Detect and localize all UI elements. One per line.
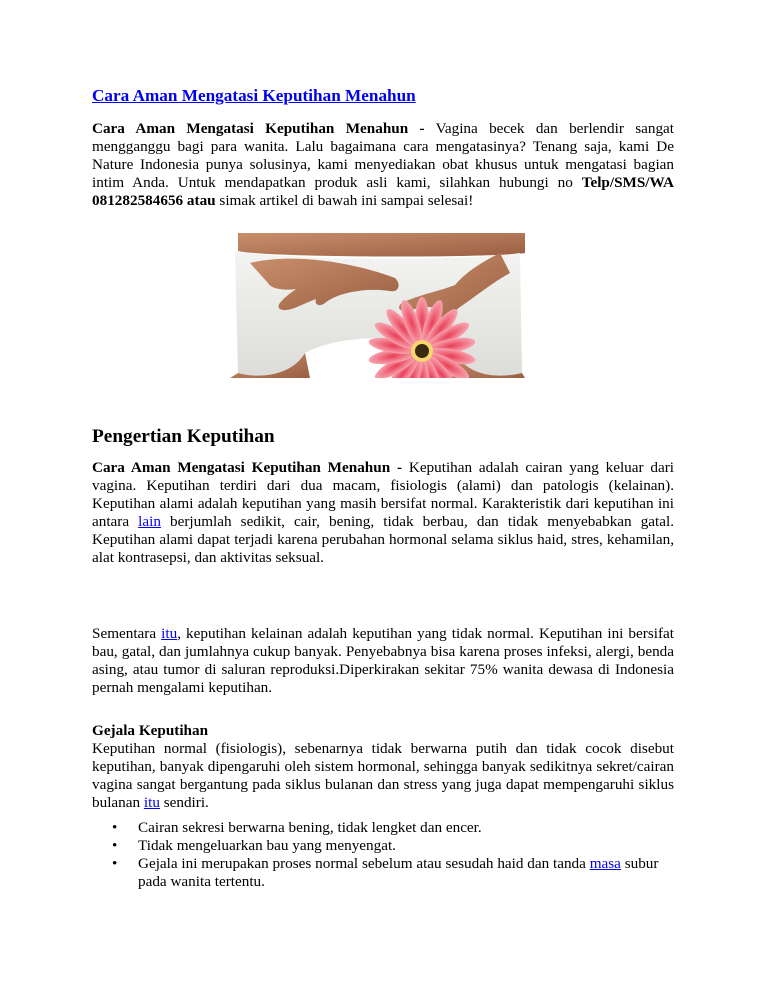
link-lain[interactable]: lain xyxy=(138,513,161,530)
para2-text-a: Sementara xyxy=(92,625,162,642)
intro-lead: Cara Aman Mengatasi Keputihan Menahun - xyxy=(92,120,425,137)
para3-text-b: sendiri. xyxy=(159,794,209,811)
para1-lead: Cara Aman Mengatasi Keputihan Menahun - xyxy=(92,459,403,476)
list-item-text: Tidak mengeluarkan bau yang menyengat. xyxy=(138,837,396,854)
article-illustration xyxy=(230,233,525,378)
symptoms-heading: Gejala Keputihan xyxy=(92,722,209,739)
list-item xyxy=(92,837,674,855)
list-item-text: Cairan sekresi berwarna bening, tidak lengket dan encer. xyxy=(138,819,482,836)
intro-text-b: simak artikel di bawah ini sampai selesai! xyxy=(215,192,474,209)
abnormal-paragraph xyxy=(92,625,674,697)
symptoms-paragraph xyxy=(92,740,674,812)
link-itu[interactable]: itu xyxy=(161,625,178,642)
bullet-icon: • xyxy=(112,837,118,854)
definition-paragraph xyxy=(92,459,674,567)
list-item-text-a: Gejala ini merupakan proses normal sebelum atau sesudah haid dan tanda xyxy=(138,855,590,872)
para2-text-b: , keputihan kelainan adalah keputihan yang tidak normal. Keputihan ini bersifat bau, gatal, dan jumlahnya cukup banyak. Penyebabnya bisa karena proses infeksi, alergi, benda asing, atau tumor di saluran reproduksi.Diperkirakan sekitar 75% wanita dewasa di Indonesia pernah mengalami keputihan. xyxy=(92,625,674,696)
link-masa[interactable]: masa xyxy=(589,855,621,872)
illustration-svg xyxy=(230,233,525,378)
symptoms-list xyxy=(92,819,674,891)
list-item xyxy=(92,855,674,891)
list-item-text-b: subur pada wanita tertentu. xyxy=(138,855,659,890)
para1-text-a: Keputihan adalah cairan yang keluar dari vagina. Keputihan terdiri dari dua macam, fisiologis (alami) dan patologis (kelainan). Keputihan alami adalah keputihan yang masih bersifat normal. Karakteristik dari keputihan ini antara xyxy=(92,459,674,530)
para3-text-a: Keputihan normal (fisiologis), sebenarnya tidak berwarna putih dan tidak cocok disebut keputihan, banyak dipengaruhi oleh sistem hormonal, sehingga banyak sedikitnya sekret/cairan vagina sangat bergantung pada siklus bulanan dan stress yang juga dapat mempengaruhi siklus bulanan xyxy=(92,740,674,811)
bullet-icon: • xyxy=(112,855,118,872)
intro-text-a: Vagina becek dan berlendir sangat mengganggu bagi para wanita. Lalu bagaimana cara mengatasinya? Tenang saja, kami De Nature Indonesia punya solusinya, kami menyediakan obat khusus untuk mengatasi bagian intim Anda. Untuk mendapatkan produk asli kami, silahkan hubungi no xyxy=(92,120,675,191)
list-item xyxy=(92,819,674,837)
para1-text-b: berjumlah sedikit, cair, bening, tidak berbau, dan tidak menyebabkan gatal. Keputihan alami dapat terjadi karena perubahan hormonal selama siklus haid, stres, kehamilan, alat kontrasepsi, dan aktivitas seksual. xyxy=(92,513,675,566)
contact-number: Telp/SMS/WA 081282584656 atau xyxy=(92,174,674,209)
article-title-link[interactable]: Cara Aman Mengatasi Keputihan Menahun xyxy=(92,86,416,105)
intro-paragraph xyxy=(92,120,674,210)
link-itu-2[interactable]: itu xyxy=(143,794,160,811)
bullet-icon: • xyxy=(112,819,118,836)
section-heading: Pengertian Keputihan xyxy=(92,426,275,447)
